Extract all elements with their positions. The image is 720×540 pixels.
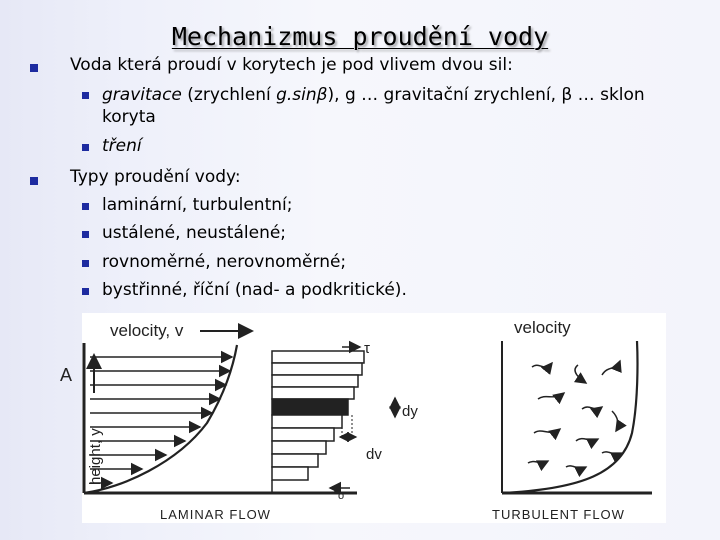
sub-bullet-marker [82, 231, 89, 238]
bullet-text: Voda která proudí v korytech je pod vlivem dvou sil: [70, 55, 513, 75]
sub-bullet-marker [82, 92, 89, 99]
turbulent-eddies [528, 361, 622, 468]
bullet-marker [30, 177, 38, 185]
laminar-caption: LAMINAR FLOW [160, 507, 271, 522]
laminar-velocity-label: velocity, v [110, 321, 184, 340]
sub-bullet-marker [82, 203, 89, 210]
sub-bullet-item: rovnoměrné, nerovnoměrné; [102, 252, 347, 272]
bullet-marker [30, 64, 38, 72]
laminar-profile-curve [84, 345, 237, 493]
sub-bullet-marker [82, 288, 89, 295]
paren-open: (zrychlení [181, 85, 277, 105]
tau0-label: $\tau_o$ [332, 481, 345, 502]
turbulent-caption: TURBULENT FLOW [492, 507, 625, 522]
sub-bullet-treni: tření [102, 136, 142, 156]
sub-bullet-gravitace [102, 85, 645, 105]
sub-bullet-marker [82, 144, 89, 151]
sub-bullet-continuation: koryta [102, 107, 156, 127]
sub-bullet-item: laminární, turbulentní; [102, 195, 293, 215]
sub-bullet-item: ustálené, neustálené; [102, 223, 287, 243]
dv-label: dv [366, 446, 382, 463]
flow-diagram [60, 313, 666, 523]
laminar-layers [272, 351, 364, 480]
area-label: A [60, 365, 73, 385]
bullet-text: Typy proudění vody: [70, 167, 241, 187]
slide-title: Mechanizmus proudění vody [171, 22, 549, 51]
gravitace-rest: ), g … gravitační zrychlení, β … sklon [327, 85, 645, 105]
term-gravitace: gravitace [102, 85, 182, 105]
flow-diagram-svg [60, 313, 666, 523]
formula: g.sinβ [276, 85, 328, 105]
tau-top-label: τ [364, 340, 370, 357]
sub-bullet-marker [82, 260, 89, 267]
dy-label: dy [402, 403, 418, 420]
height-label: height, y [87, 428, 104, 485]
turbulent-velocity-label: velocity [514, 318, 571, 337]
sub-bullet-item: bystřinné, říční (nad- a podkritické). [102, 280, 407, 300]
